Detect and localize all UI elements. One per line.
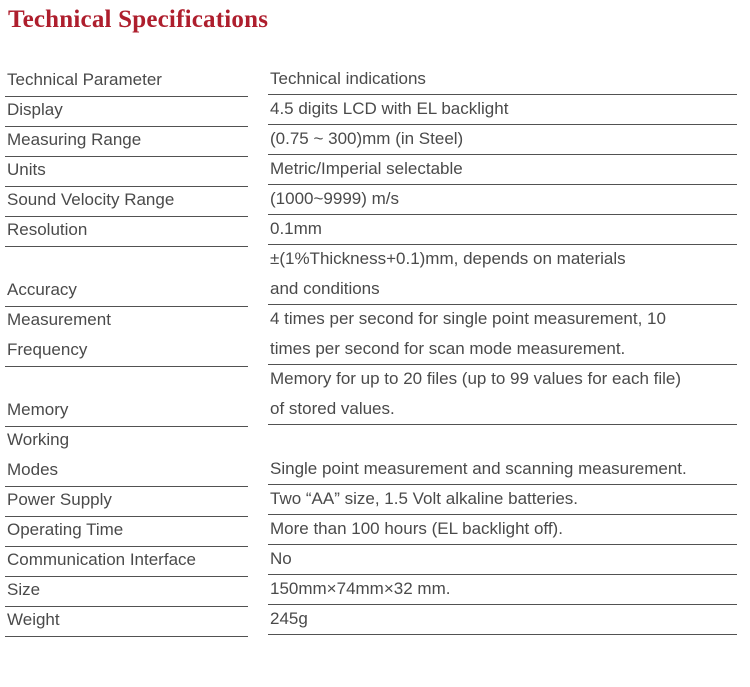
table-row: [5, 545, 737, 575]
table-row: [5, 305, 737, 365]
cell-text-line: Power Supply: [7, 490, 112, 509]
table-row: [5, 125, 737, 155]
cell-text-line: 4 times per second for single point measurement, 10: [270, 309, 666, 328]
cell-text-line: times per second for scan mode measurement.: [270, 339, 626, 358]
cell-text-line: Metric/Imperial selectable: [270, 159, 463, 178]
cell-text-line: Technical Parameter: [7, 70, 162, 89]
cell-text-line: Operating Time: [7, 520, 124, 539]
column-gap: [248, 95, 268, 125]
table-row: [5, 515, 737, 545]
value-cell: [268, 545, 737, 575]
param-cell: [5, 545, 248, 575]
column-gap: [248, 155, 268, 185]
cell-text-line: Accuracy: [7, 280, 77, 299]
value-cell: [268, 575, 737, 605]
cell-text-line: Sound Velocity Range: [7, 190, 175, 209]
column-gap: [248, 605, 268, 635]
cell-text-line: and conditions: [270, 279, 380, 298]
table-row: [5, 365, 737, 425]
table-row: [5, 575, 737, 605]
column-gap: [248, 545, 268, 575]
column-gap: [248, 215, 268, 245]
table-row: [5, 155, 737, 185]
cell-text-line: Modes: [7, 460, 59, 479]
value-cell: [268, 65, 737, 95]
param-cell: [5, 215, 248, 245]
cell-text-line: Communication Interface: [7, 550, 196, 569]
cell-text-line: Units: [7, 160, 46, 179]
table-row: [5, 245, 737, 305]
param-cell: [5, 125, 248, 155]
param-cell: [5, 425, 248, 485]
value-cell: [268, 605, 737, 635]
cell-text-line: 4.5 digits LCD with EL backlight: [270, 99, 509, 118]
value-cell: [268, 425, 737, 485]
value-cell: [268, 185, 737, 215]
spec-table: [5, 65, 737, 635]
cell-text-line: Measuring Range: [7, 130, 142, 149]
table-row: [5, 215, 737, 245]
value-cell: [268, 485, 737, 515]
column-gap: [248, 65, 268, 95]
cell-text-line: Two “AA” size, 1.5 Volt alkaline batteries.: [270, 489, 579, 508]
value-cell: [268, 305, 737, 365]
param-cell: [5, 65, 248, 95]
value-cell: [268, 215, 737, 245]
cell-text-line: Memory: [7, 400, 69, 419]
param-cell: [5, 245, 248, 305]
cell-text-line: (0.75 ~ 300)mm (in Steel): [270, 129, 464, 148]
column-gap: [248, 425, 268, 485]
cell-text-line: Weight: [7, 610, 60, 629]
value-cell: [268, 125, 737, 155]
column-gap: [248, 575, 268, 605]
column-gap: [248, 365, 268, 425]
cell-text-line: Memory for up to 20 files (up to 99 values for each file): [270, 369, 682, 388]
param-cell: [5, 305, 248, 365]
cell-text-line: Frequency: [7, 340, 88, 359]
cell-text-line: Measurement: [7, 310, 111, 329]
column-gap: [248, 305, 268, 365]
cell-text-line: (1000~9999) m/s: [270, 189, 399, 208]
cell-text-line: 245g: [270, 609, 308, 628]
table-row: [5, 485, 737, 515]
page-title: Technical Specifications: [8, 6, 269, 33]
value-cell: [268, 95, 737, 125]
value-cell: [268, 245, 737, 305]
table-row: [5, 425, 737, 485]
param-cell: [5, 605, 248, 635]
value-cell: [268, 515, 737, 545]
value-cell: [268, 155, 737, 185]
cell-text-line: Display: [7, 100, 63, 119]
cell-text-line: Working: [7, 430, 70, 449]
param-cell: [5, 365, 248, 425]
param-cell: [5, 485, 248, 515]
cell-text-line: Single point measurement and scanning measurement.: [270, 459, 687, 478]
column-gap: [248, 185, 268, 215]
cell-text-line: Resolution: [7, 220, 88, 239]
table-row: [5, 605, 737, 635]
cell-text-line: ±(1%Thickness+0.1)mm, depends on materials: [270, 249, 626, 268]
cell-text-line: 0.1mm: [270, 219, 322, 238]
param-cell: [5, 185, 248, 215]
cell-text-line: More than 100 hours (EL backlight off).: [270, 519, 563, 538]
param-cell: [5, 95, 248, 125]
table-row: [5, 95, 737, 125]
param-cell: [5, 155, 248, 185]
column-gap: [248, 485, 268, 515]
cell-text-line: of stored values.: [270, 399, 395, 418]
column-gap: [248, 245, 268, 305]
param-cell: [5, 575, 248, 605]
column-gap: [248, 515, 268, 545]
cell-text-line: Technical indications: [270, 69, 426, 88]
cell-text-line: No: [270, 549, 292, 568]
cell-text-line: 150mm×74mm×32 mm.: [270, 579, 451, 598]
table-row: [5, 65, 737, 95]
value-cell: [268, 365, 737, 425]
param-cell: [5, 515, 248, 545]
table-row: [5, 185, 737, 215]
cell-text-line: Size: [7, 580, 41, 599]
column-gap: [248, 125, 268, 155]
